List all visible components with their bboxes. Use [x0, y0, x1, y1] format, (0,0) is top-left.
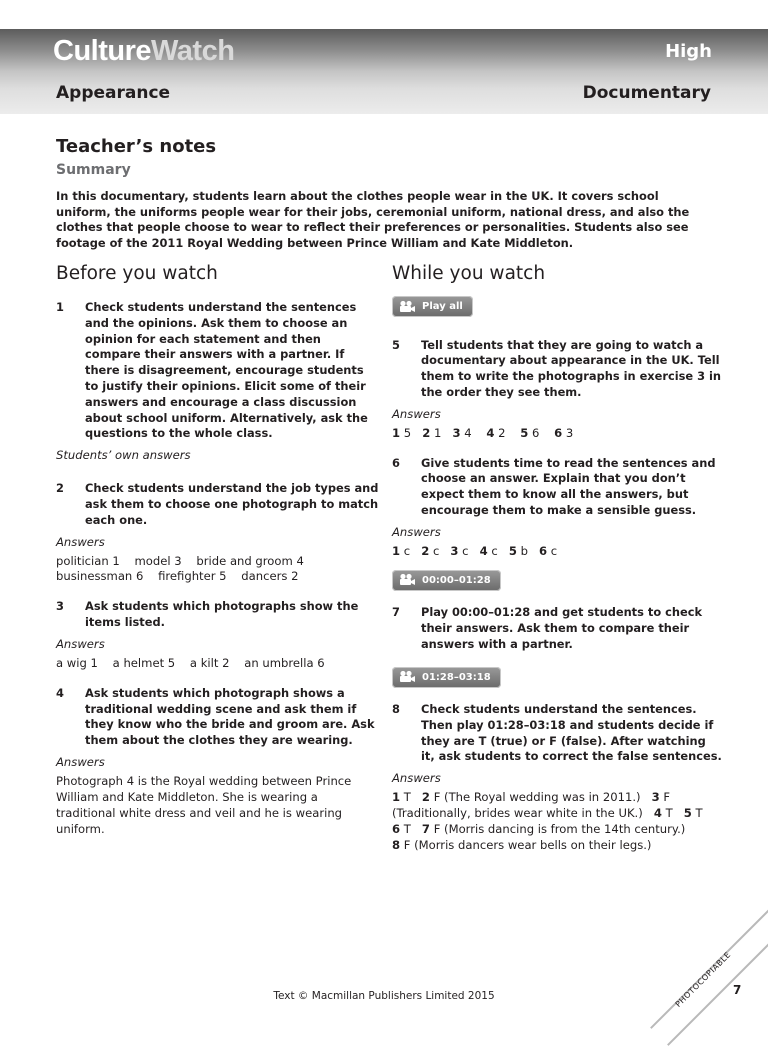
exercise-instructions: Ask students which photographs show the items listed.	[85, 599, 359, 630]
answer-number: 1	[392, 543, 401, 558]
exercise-number: 4	[56, 685, 64, 700]
video-camera-icon	[398, 670, 416, 684]
before-you-watch-column	[56, 262, 380, 838]
answer-value: T	[695, 806, 703, 821]
clip-label: 01:28–03:18	[422, 671, 491, 683]
exercise-2	[56, 481, 380, 585]
answer-value: F (Morris dancing is from the 14th century.)	[433, 822, 686, 837]
answers-label: Answers	[56, 755, 105, 770]
answer-number: 6	[539, 543, 548, 558]
video-camera-icon	[398, 300, 416, 314]
exercise-instructions: Check students understand the sentences and the opinions. Ask them to choose an opinion for each statement and then compare their answers with a partner. If there is disagreement, encourage students to justify their opinions. Elicit some of their answers and encourage a class discussion about school uniform. Alternatively, ask the questions to the whole class.	[85, 300, 368, 441]
summary-paragraph: In this documentary, students learn about the clothes people wear in the UK. It covers school uniform, the uniforms people wear for their jobs, ceremonial uniform, national dress, and also the clothes that people choose to wear to reflect their preferences or personalities. Students also see footage of the 2011 Royal Wedding between Prince William and Kate Middleton.	[56, 189, 690, 251]
clip-label: 00:00–01:28	[422, 574, 491, 586]
brand-part-culture: Culture	[53, 35, 151, 67]
answers-text: Photograph 4 is the Royal wedding between Prince William and Kate Middleton. She is wearing a traditional white dress and veil and he is wearing uniform.	[56, 774, 352, 836]
exercise-6	[392, 456, 722, 560]
answer-number: 3	[450, 543, 459, 558]
answer-value: c	[432, 543, 440, 558]
answers-text: a wig 1 a helmet 5 a kilt 2 an umbrella 6	[56, 655, 325, 670]
answer-value: F (The Royal wedding was in 2011.)	[433, 790, 641, 805]
answer-number: 2	[422, 425, 431, 440]
answer-number: 7	[421, 822, 430, 837]
while-heading: While you watch	[392, 263, 546, 284]
answer-value: T	[665, 806, 673, 821]
exercise-7	[392, 605, 722, 652]
photocopiable-label: PHOTOCOPIABLE	[673, 950, 733, 1009]
answer-line: businessman 6 firefighter 5 dancers 2	[56, 569, 299, 584]
exercise-1	[56, 300, 380, 463]
answer-value: 1	[433, 425, 442, 440]
exercise-number: 1	[56, 300, 64, 314]
answer-number: 1	[392, 425, 401, 440]
exercise-number: 6	[392, 455, 400, 470]
answers-list	[392, 426, 722, 442]
answers-label: Answers	[392, 406, 441, 421]
answer-number: 5	[508, 543, 517, 558]
answers-text	[56, 554, 380, 586]
answers-label: Answers	[56, 534, 105, 549]
answer-number: 5	[520, 425, 529, 440]
answer-value: 5	[403, 425, 412, 440]
answers-label: Students’ own answers	[56, 448, 191, 463]
answer-line: politician 1 model 3 bride and groom 4	[56, 553, 304, 568]
video-camera-icon	[398, 573, 416, 587]
genre-label: Documentary	[582, 83, 711, 103]
before-heading: Before you watch	[56, 263, 218, 284]
exercise-number: 2	[56, 481, 64, 496]
answer-number: 4	[486, 425, 495, 440]
answer-number: 2	[421, 543, 430, 558]
answers-label: Answers	[392, 524, 441, 539]
answers-label: Answers	[56, 636, 105, 651]
page-title: Teacher’s notes	[56, 136, 217, 157]
answer-number: 4	[653, 806, 662, 821]
topic-label: Appearance	[56, 83, 171, 103]
exercise-number: 5	[392, 337, 400, 352]
answer-value: 6	[532, 425, 540, 440]
exercise-5	[392, 338, 722, 442]
answer-number: 3	[651, 790, 660, 805]
answers-list	[392, 790, 722, 854]
exercise-instructions: Tell students that they are going to watch a documentary about appearance in the UK. Tell them to write the photographs in exercise 3 in the order they see them.	[421, 337, 722, 399]
answer-value: c	[491, 543, 498, 558]
answer-number: 1	[392, 790, 401, 805]
answer-value: T	[403, 790, 411, 805]
answer-number: 5	[683, 806, 692, 821]
copyright-footer: Text © Macmillan Publishers Limited 2015	[273, 990, 495, 1002]
answer-value: b	[520, 543, 528, 558]
exercise-number: 8	[392, 702, 400, 717]
page-number: 7	[733, 983, 742, 997]
answer-value: T	[403, 822, 411, 837]
exercise-instructions: Ask students which photograph shows a traditional wedding scene and ask them if they know who the bride and groom are. Ask them about the clothes they are wearing.	[85, 685, 375, 748]
answer-value: 4	[464, 425, 472, 440]
exercise-3	[56, 599, 380, 672]
answer-number: 6	[554, 425, 563, 440]
answers-label: Answers	[392, 771, 441, 786]
exercise-instructions: Check students understand the job types and ask them to choose one photograph to match each one.	[85, 481, 379, 527]
answer-value: c	[403, 543, 411, 558]
exercise-number: 3	[56, 599, 64, 614]
answer-number: 3	[452, 425, 461, 440]
answer-number: 4	[479, 543, 488, 558]
answer-value: F (Morris dancers wear bells on their legs.)	[403, 837, 652, 852]
exercise-number: 7	[392, 605, 400, 620]
exercise-8	[392, 702, 722, 854]
answer-number: 2	[421, 790, 430, 805]
play-all-label: Play all	[422, 301, 463, 312]
answer-number: 8	[392, 837, 401, 852]
level-label: High	[665, 41, 712, 62]
exercise-instructions: Give students time to read the sentences and choose an answer. Explain that you don’t expect them to know all the answers, but encourage them to make a sensible guess.	[421, 455, 716, 517]
answer-value: 3	[565, 425, 574, 440]
clip-button-00-00-01-28[interactable]	[392, 570, 501, 591]
answer-value: c	[550, 543, 558, 558]
brand-part-watch: Watch	[151, 35, 235, 67]
brand-logo	[53, 35, 234, 67]
while-you-watch-column	[392, 262, 722, 854]
clip-button-01-28-03-18[interactable]	[392, 667, 501, 688]
section-subtitle: Summary	[56, 162, 131, 178]
answer-number: 6	[392, 822, 401, 837]
exercise-4	[56, 686, 380, 838]
answer-value: 2	[498, 425, 506, 440]
play-all-button[interactable]	[392, 296, 473, 317]
answer-value: F (Traditionally, brides wear white in the UK.)	[392, 790, 671, 821]
exercise-instructions: Check students understand the sentences. Then play 01:28–03:18 and students decide if they are T (true) or F (false). After watching it, ask students to correct the false sentences.	[421, 702, 722, 764]
exercise-instructions: Play 00:00–01:28 and get students to check their answers. Ask them to compare their answers with a partner.	[421, 605, 703, 651]
header-banner	[0, 29, 768, 114]
answer-value: c	[462, 543, 469, 558]
answers-list	[392, 544, 722, 560]
